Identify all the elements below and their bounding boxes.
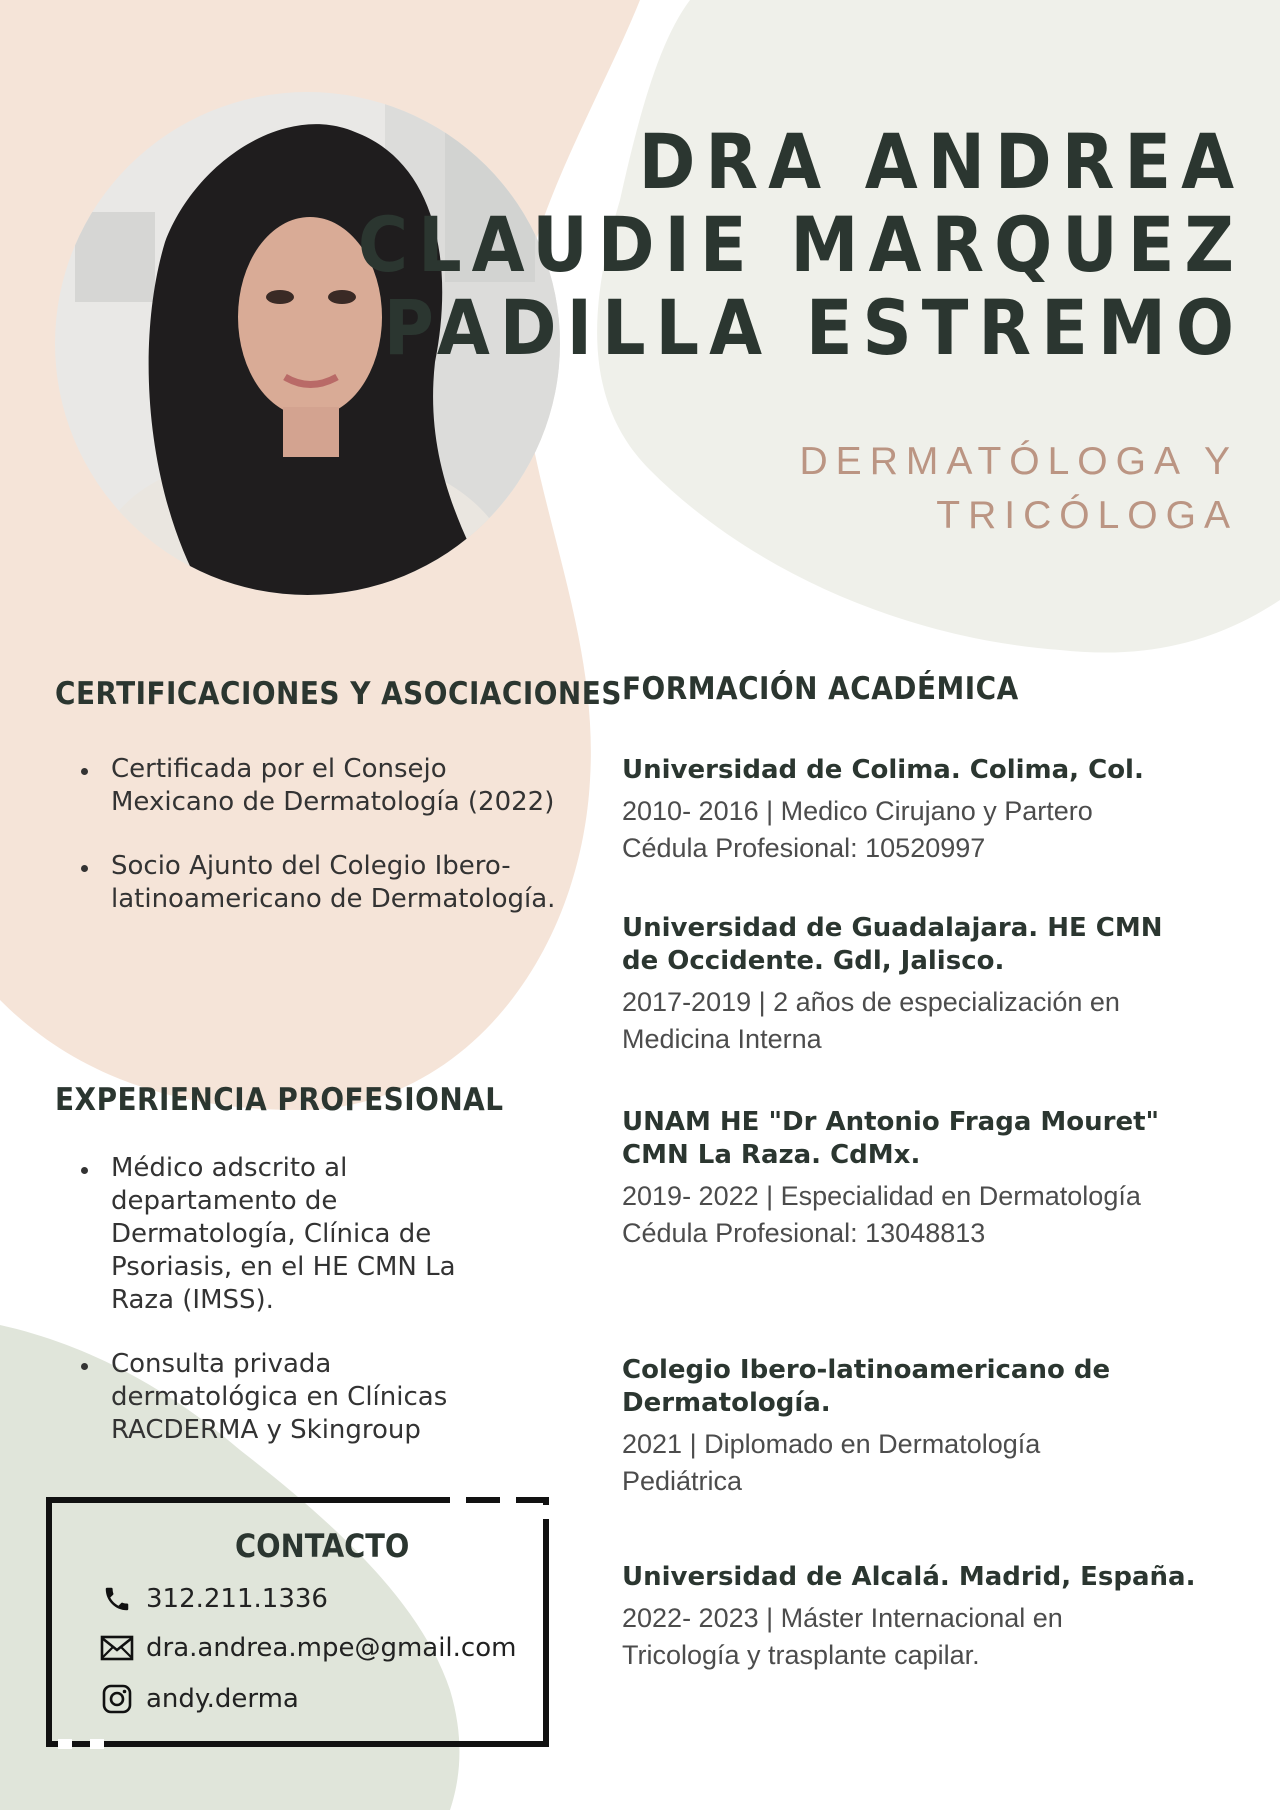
list-item: [55, 850, 575, 916]
name-line-2: CLAUDIE MARQUEZ: [357, 200, 1244, 289]
bullet-icon: [81, 865, 88, 872]
experience-text: Médico adscrito al departamento de Dermatología, Clínica de Psoriasis, en el HE CMN La Raza (IMSS).: [111, 1153, 456, 1315]
phone-number: 312.211.1336: [146, 1584, 328, 1614]
education-detail: 2022- 2023 | Máster Internacional en Tricología y trasplante capilar.: [622, 1603, 1063, 1670]
frame-gap: [543, 1505, 553, 1519]
education-entry: [622, 754, 1242, 867]
name-line-1: DRA ANDREA: [638, 117, 1244, 206]
list-item: [55, 1152, 525, 1317]
institution-name: Universidad de Alcalá. Madrid, España.: [622, 1562, 1196, 1592]
frame-gap: [450, 1495, 466, 1505]
contact-heading: CONTACTO: [235, 1527, 410, 1565]
institution-name: Universidad de Colima. Colima, Col.: [622, 755, 1144, 785]
instagram-handle: andy.derma: [146, 1684, 299, 1714]
education-entry: [622, 1106, 1242, 1252]
education-detail: 2019- 2022 | Especialidad en Dermatología Cédula Profesional: 13048813: [622, 1181, 1141, 1248]
institution-name: Universidad de Guadalajara. HE CMN de Occidente. Gdl, Jalisco.: [622, 913, 1163, 976]
role-line-2: TRICÓLOGA: [936, 494, 1238, 537]
experience-text: Consulta privada dermatológica en Clínicas RACDERMA y Skingroup: [111, 1349, 448, 1445]
frame-gap: [90, 1739, 104, 1749]
list-item: [55, 1348, 525, 1447]
bullet-icon: [81, 1167, 88, 1174]
bullet-icon: [81, 768, 88, 775]
education-entry: [622, 1561, 1242, 1674]
doctor-name: [357, 117, 1244, 372]
certification-text: Certificada por el Consejo Mexicano de Dermatología (2022): [111, 754, 555, 817]
education-heading: FORMACIÓN ACADÉMICA: [622, 671, 1019, 707]
education-entry: [622, 1354, 1242, 1500]
education-detail: 2017-2019 | 2 años de especialización en Medicina Interna: [622, 987, 1120, 1054]
education-detail: 2021 | Diplomado en Dermatología Pediátrica: [622, 1429, 1041, 1496]
contact-instagram[interactable]: [100, 1681, 299, 1717]
envelope-icon: [100, 1631, 134, 1665]
education-detail: 2010- 2016 | Medico Cirujano y Partero Cédula Profesional: 10520997: [622, 796, 1093, 863]
frame-gap: [500, 1495, 516, 1505]
name-line-3: PADILLA ESTREMO: [383, 283, 1244, 372]
institution-name: UNAM HE "Dr Antonio Fraga Mouret" CMN La Raza. CdMx.: [622, 1107, 1160, 1170]
certifications-list: [55, 753, 575, 947]
certification-text: Socio Ajunto del Colegio Ibero-latinoamericano de Dermatología.: [111, 851, 556, 914]
instagram-icon: [100, 1682, 134, 1716]
role-line-1: DERMATÓLOGA Y: [799, 440, 1238, 483]
institution-name: Colegio Ibero-latinoamericano de Dermatología.: [622, 1355, 1111, 1418]
experience-list: [55, 1152, 525, 1478]
bullet-icon: [81, 1363, 88, 1370]
list-item: [55, 753, 575, 819]
contact-email[interactable]: [100, 1630, 516, 1666]
experience-heading: EXPERIENCIA PROFESIONAL: [55, 1082, 504, 1118]
doctor-role: [800, 435, 1238, 543]
email-address: dra.andrea.mpe@gmail.com: [146, 1633, 517, 1663]
education-entry: [622, 912, 1242, 1058]
contact-phone[interactable]: [100, 1581, 328, 1617]
frame-gap: [58, 1739, 72, 1749]
certifications-heading: CERTIFICACIONES Y ASOCIACIONES: [55, 676, 622, 712]
phone-icon: [100, 1582, 134, 1616]
